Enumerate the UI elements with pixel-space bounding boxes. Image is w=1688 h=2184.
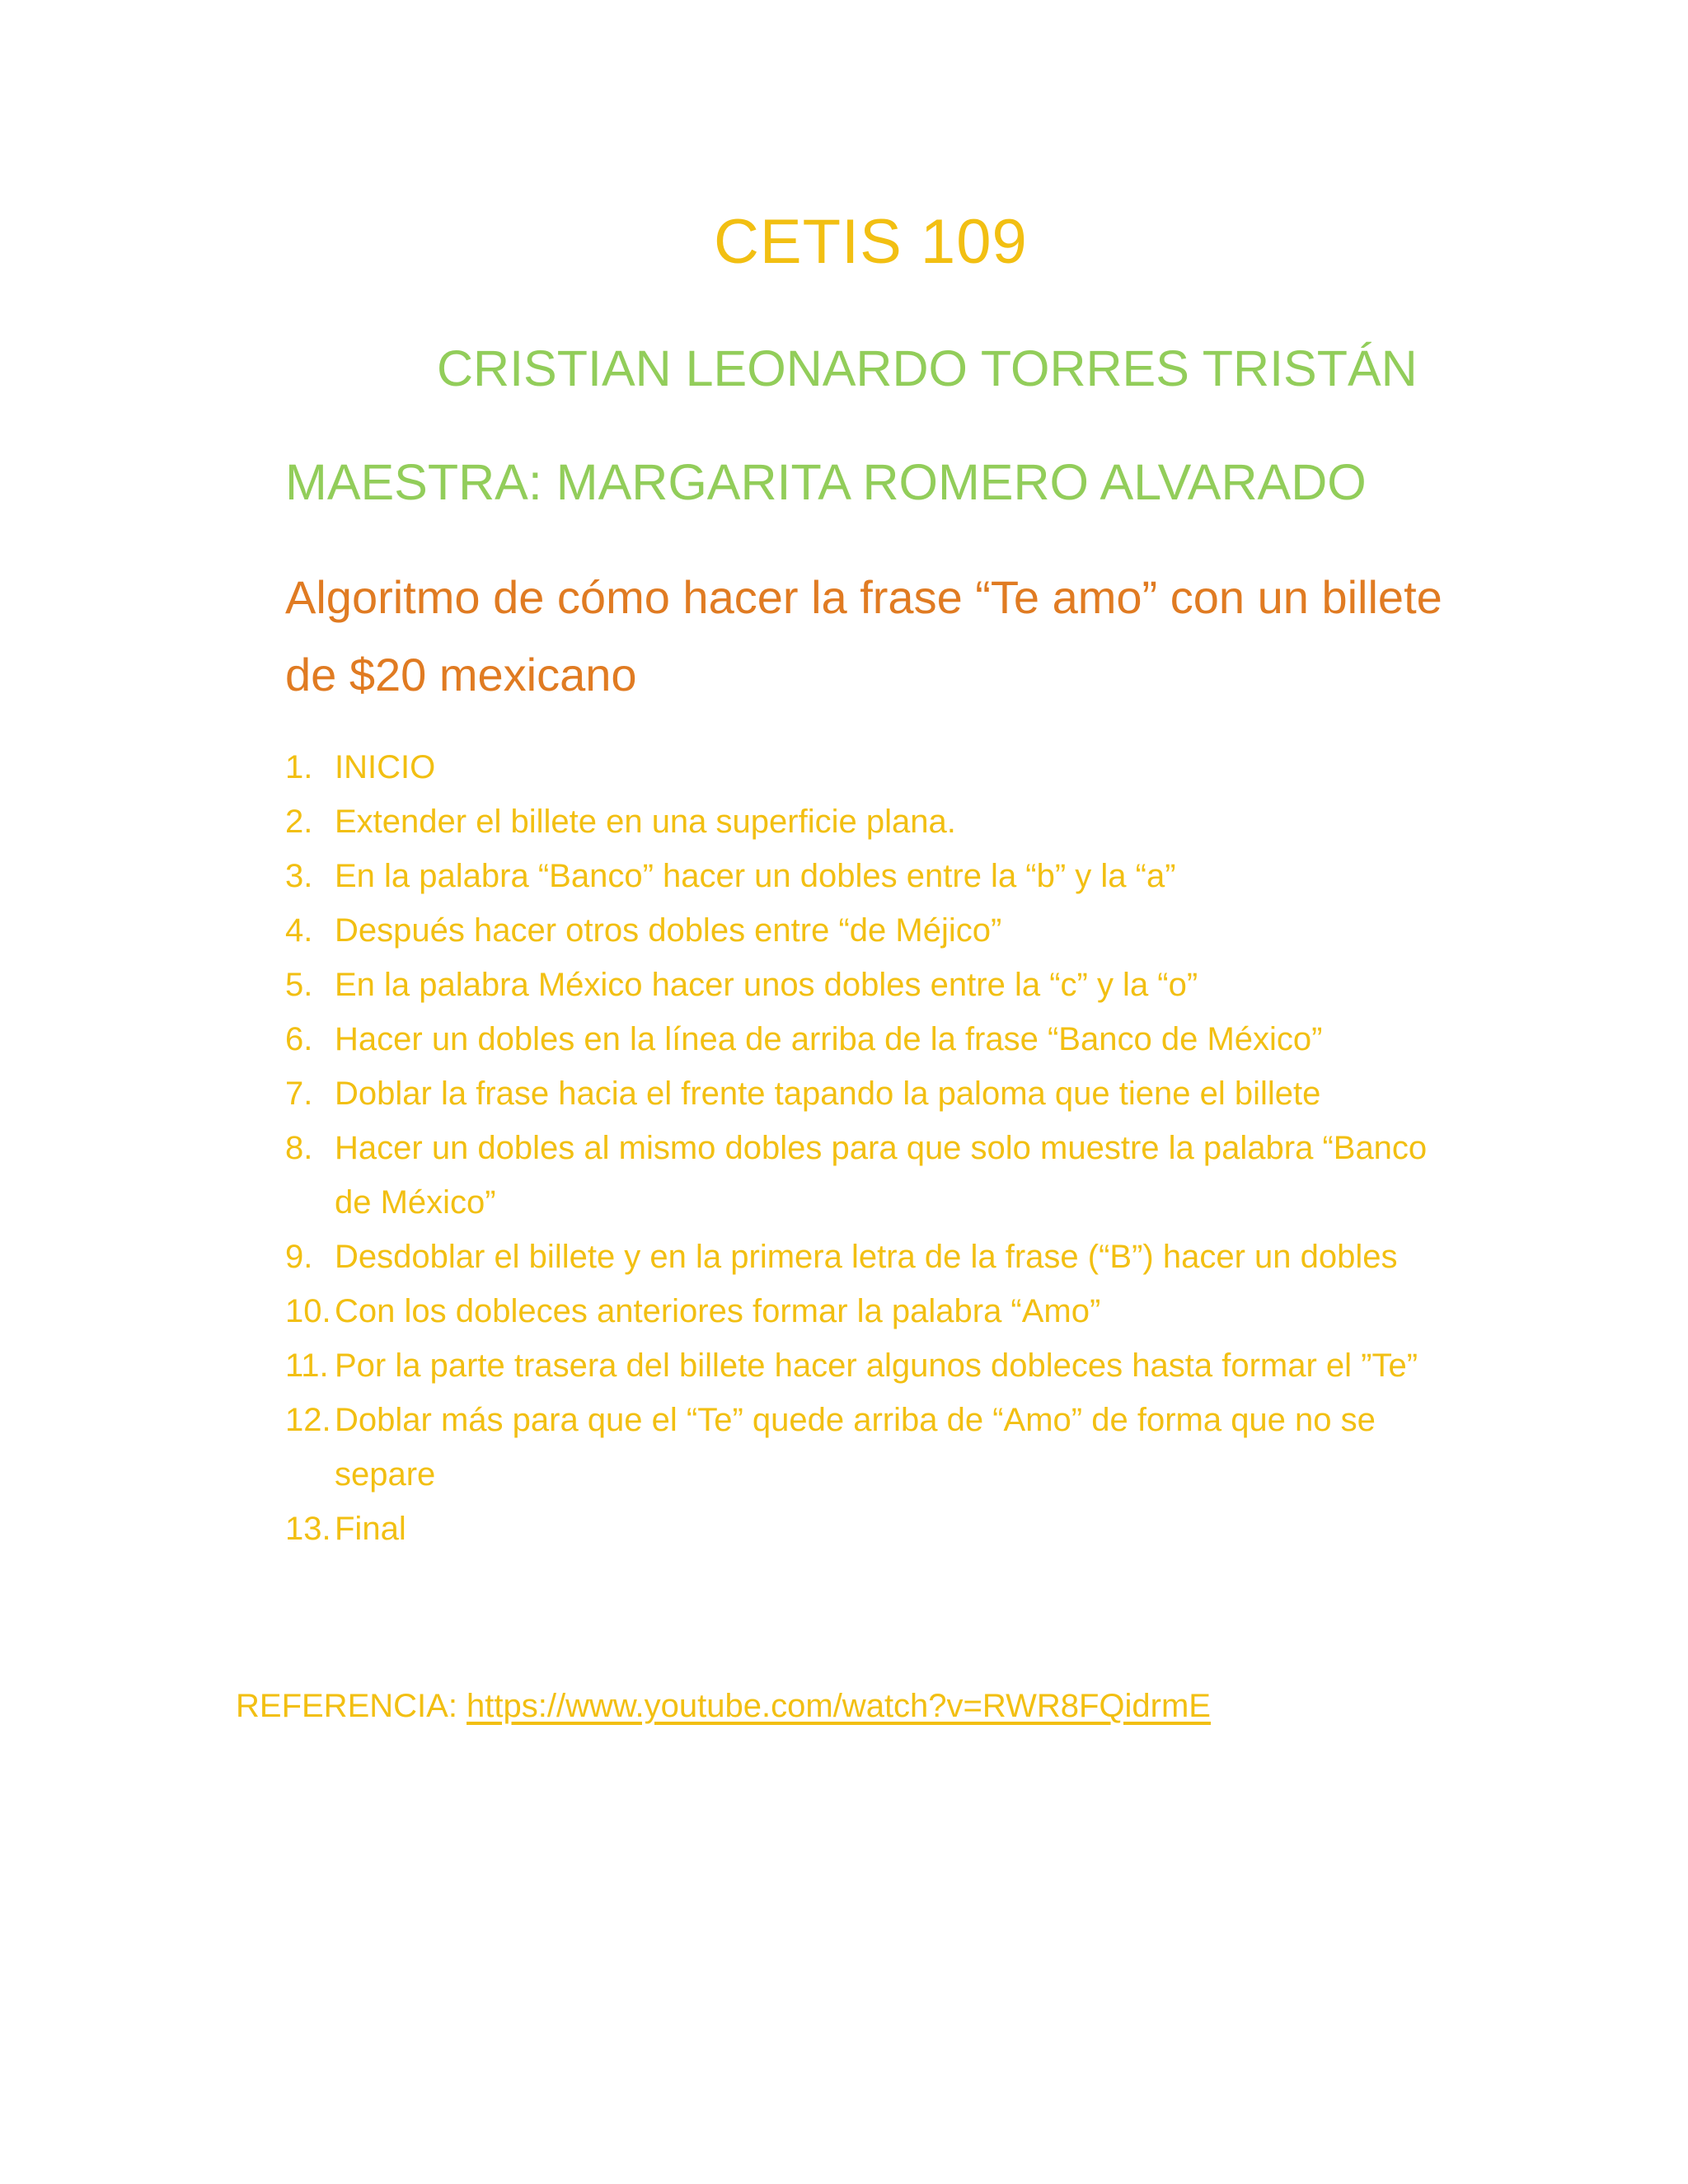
step-text: Doblar la frase hacia el frente tapando la paloma que tiene el billete (335, 1076, 1321, 1112)
student-name: CRISTIAN LEONARDO TORRES TRISTÁN (437, 340, 1418, 396)
step-item (285, 1121, 1456, 1230)
step-item (285, 903, 1456, 958)
step-item (285, 1284, 1456, 1338)
step-number: 11. (285, 1347, 329, 1384)
document-title: Algoritmo de cómo hacer la frase “Te amo” con un billete de $20 mexicano (285, 571, 1442, 701)
step-text: Con los dobleces anteriores formar la palabra “Amo” (335, 1293, 1101, 1329)
step-text: En la palabra “Banco” hacer un dobles entre la “b” y la “a” (335, 858, 1176, 894)
step-number: 1. (285, 749, 313, 785)
step-text: Extender el billete en una superficie plana. (335, 804, 956, 840)
step-item (285, 1393, 1456, 1502)
step-number: 2. (285, 804, 313, 840)
step-text: Final (335, 1511, 406, 1547)
steps-list (285, 740, 1456, 1556)
step-number: 10. (285, 1293, 331, 1329)
step-number: 5. (285, 967, 313, 1003)
reference-label: REFERENCIA: (236, 1688, 467, 1724)
step-text: Por la parte trasera del billete hacer algunos dobleces hasta formar el ”Te” (335, 1347, 1418, 1384)
step-number: 13. (285, 1511, 331, 1547)
step-text: INICIO (335, 749, 436, 785)
step-text: Hacer un dobles en la línea de arriba de la frase “Banco de México” (335, 1021, 1323, 1057)
step-item (285, 1012, 1456, 1066)
school-name: CETIS 109 (714, 207, 1028, 277)
step-item (285, 958, 1456, 1012)
step-item (285, 1338, 1456, 1393)
step-item (285, 1502, 1456, 1556)
step-item (285, 849, 1456, 903)
step-number: 3. (285, 858, 313, 894)
step-text: En la palabra México hacer unos dobles entre la “c” y la “o” (335, 967, 1198, 1003)
step-text: Doblar más para que el “Te” quede arriba de “Amo” de forma que no se separe (335, 1402, 1376, 1493)
step-item (285, 740, 1456, 794)
step-text: Desdoblar el billete y en la primera letra de la frase (“B”) hacer un dobles (335, 1239, 1398, 1275)
reference-link[interactable]: https://www.youtube.com/watch?v=RWR8FQidrmE (467, 1688, 1211, 1724)
step-text: Hacer un dobles al mismo dobles para que solo muestre la palabra “Banco de México” (335, 1130, 1428, 1221)
step-item (285, 1066, 1456, 1121)
step-item (285, 1230, 1456, 1284)
step-number: 9. (285, 1239, 313, 1275)
step-number: 12. (285, 1402, 331, 1438)
step-item (285, 794, 1456, 849)
step-text: Después hacer otros dobles entre “de Méjico” (335, 912, 1002, 949)
step-number: 8. (285, 1130, 313, 1166)
teacher-name: MAESTRA: MARGARITA ROMERO ALVARADO (285, 454, 1367, 510)
step-number: 4. (285, 912, 313, 949)
step-number: 7. (285, 1076, 313, 1112)
step-number: 6. (285, 1021, 313, 1057)
reference-line (236, 1688, 1211, 1725)
